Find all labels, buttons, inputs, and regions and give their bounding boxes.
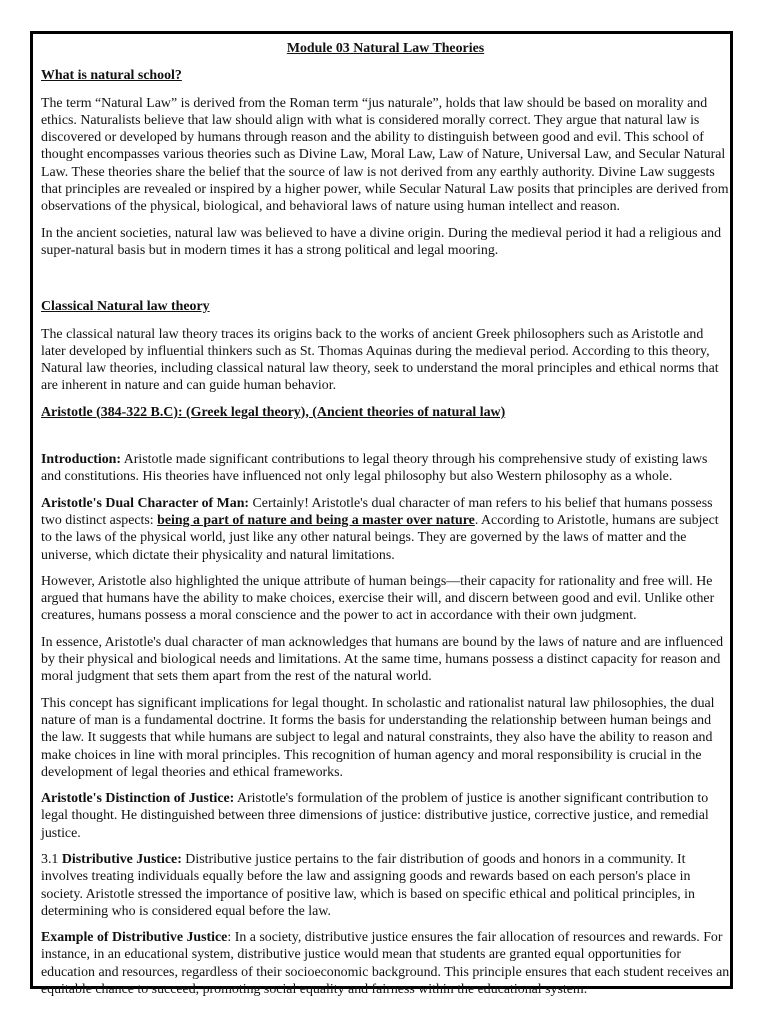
distributive-number: 3.1 bbox=[41, 851, 62, 867]
section-heading-classical: Classical Natural law theory bbox=[41, 299, 210, 315]
example-label: Example of Distributive Justice bbox=[41, 930, 228, 946]
distributive-label: Distributive Justice: bbox=[61, 851, 182, 867]
paragraph-distributive-justice bbox=[41, 851, 730, 920]
introduction-text: Aristotle made significant contributions to legal theory through his comprehensive study of existing laws and constitutions. His theories have influenced not only legal philosophy but also Western philosophy as a whole. bbox=[41, 452, 708, 485]
paragraph-concept: This concept has significant implications for legal thought. In scholastic and rationalist natural law philosophies, the dual nature of man is a fundamental doctrine. It forms the basis for understanding the relationship between human beings and the law. It suggests that while humans are subject to legal and natural constraints, they also have the ability to reason and make choices in line with moral principles. This recognition of human agency and moral responsibility is crucial in the development of legal theories and ethical frameworks. bbox=[41, 695, 715, 780]
dual-character-text-a: Certainly! Aristotle's dual character of man refers to his belief that humans possess two distinct aspects: bbox=[41, 495, 713, 528]
justice-text: Aristotle's formulation of the problem of justice is another significant contribution to legal thought. He distinguished between three dimensions of justice: distributive justice, corrective justice, and remedial justice. bbox=[41, 791, 709, 841]
dual-character-label: Aristotle's Dual Character of Man: bbox=[41, 495, 250, 511]
dual-character-emphasis: being a part of nature and being a master over nature bbox=[157, 512, 475, 528]
paragraph-natural-law-history: In the ancient societies, natural law was believed to have a divine origin. During the medieval period it had a religious and super-natural basis but in modern times it has a strong political and legal mooring. bbox=[41, 225, 722, 258]
paragraph-example-distributive bbox=[41, 929, 730, 998]
page-title: Module 03 Natural Law Theories bbox=[286, 41, 485, 56]
justice-label: Aristotle's Distinction of Justice: bbox=[41, 791, 235, 807]
document-frame bbox=[30, 31, 733, 998]
paragraph-dual-character bbox=[41, 495, 730, 564]
paragraph-distinction-of-justice bbox=[41, 790, 730, 842]
paragraph-classical-theory: The classical natural law theory traces its origins back to the works of ancient Greek philosophers such as Aristotle and later developed by influential thinkers such as St. Thomas Aquinas during the medieval period. According to this theory, Natural law theories, including classical natural law theory, seek to understand the moral principles and ethical norms that are inherent in nature and can guide human behavior. bbox=[41, 326, 719, 394]
paragraph-however: However, Aristotle also highlighted the unique attribute of human beings—their capacity for rationality and free will. He argued that humans have the ability to make choices, exercise their will, and discern between good and evil. Unlike other creatures, humans possess a moral conscience and the power to act in accordance with their own judgment. bbox=[41, 573, 715, 624]
paragraph-natural-law-definition: The term “Natural Law” is derived from the Roman term “jus naturale”, holds that law should be based on morality and ethics. Naturalists believe that law should align with what is considered morally correct. They argue that natural law is discovered or developed by humans through reason and the ability to distinguish between good and evil. This school of thought encompasses various theories such as Divine Law, Moral Law, Law of Nature, Universal Law, and Secular Natural Law. These theories share the belief that the source of law is not derived from any earthly authority. Divine Law suggests that principles are revealed or inspired by a higher power, while Secular Natural Law posits that principles are derived from observations of the physical, biological, and behavioral laws of nature using human intellect and reason. bbox=[41, 95, 729, 215]
dual-character-text-b: . According to Aristotle, humans are subject to the laws of the physical world, just like any other natural beings. They are governed by the laws of matter and the universe, which dictate their physicality and natural limitations. bbox=[41, 512, 719, 563]
section-heading-aristotle: Aristotle (384-322 B.C): (Greek legal theory), (Ancient theories of natural law) bbox=[41, 404, 506, 420]
paragraph-introduction bbox=[41, 451, 730, 486]
paragraph-essence: In essence, Aristotle's dual character of man acknowledges that humans are bound by the laws of nature and are influenced by their physical and biological needs and limitations. At the same time, humans possess a distinct capacity for reason and moral judgment that sets them apart from the rest of the natural world. bbox=[41, 634, 724, 685]
distributive-text: Distributive justice pertains to the fair distribution of goods and honors in a community. It involves treating individuals equally before the law and assigning goods and rewards based on each person's place in society. Aristotle stressed the importance of positive law, which is based on specific ethical and political principles, in determining who is considered equal before the law. bbox=[41, 851, 695, 919]
section-heading-natural-school: What is natural school? bbox=[41, 68, 182, 84]
introduction-label: Introduction: bbox=[41, 452, 122, 468]
example-text: : In a society, distributive justice ensures the fair allocation of resources and rewards. For instance, in an educational system, distributive justice would mean that students are granted equal opportunities for education and resources, regardless of their socioeconomic background. This principle ensures that each student receives an equitable chance to succeed, promoting social equality and fairness within the educational system. bbox=[41, 930, 730, 998]
